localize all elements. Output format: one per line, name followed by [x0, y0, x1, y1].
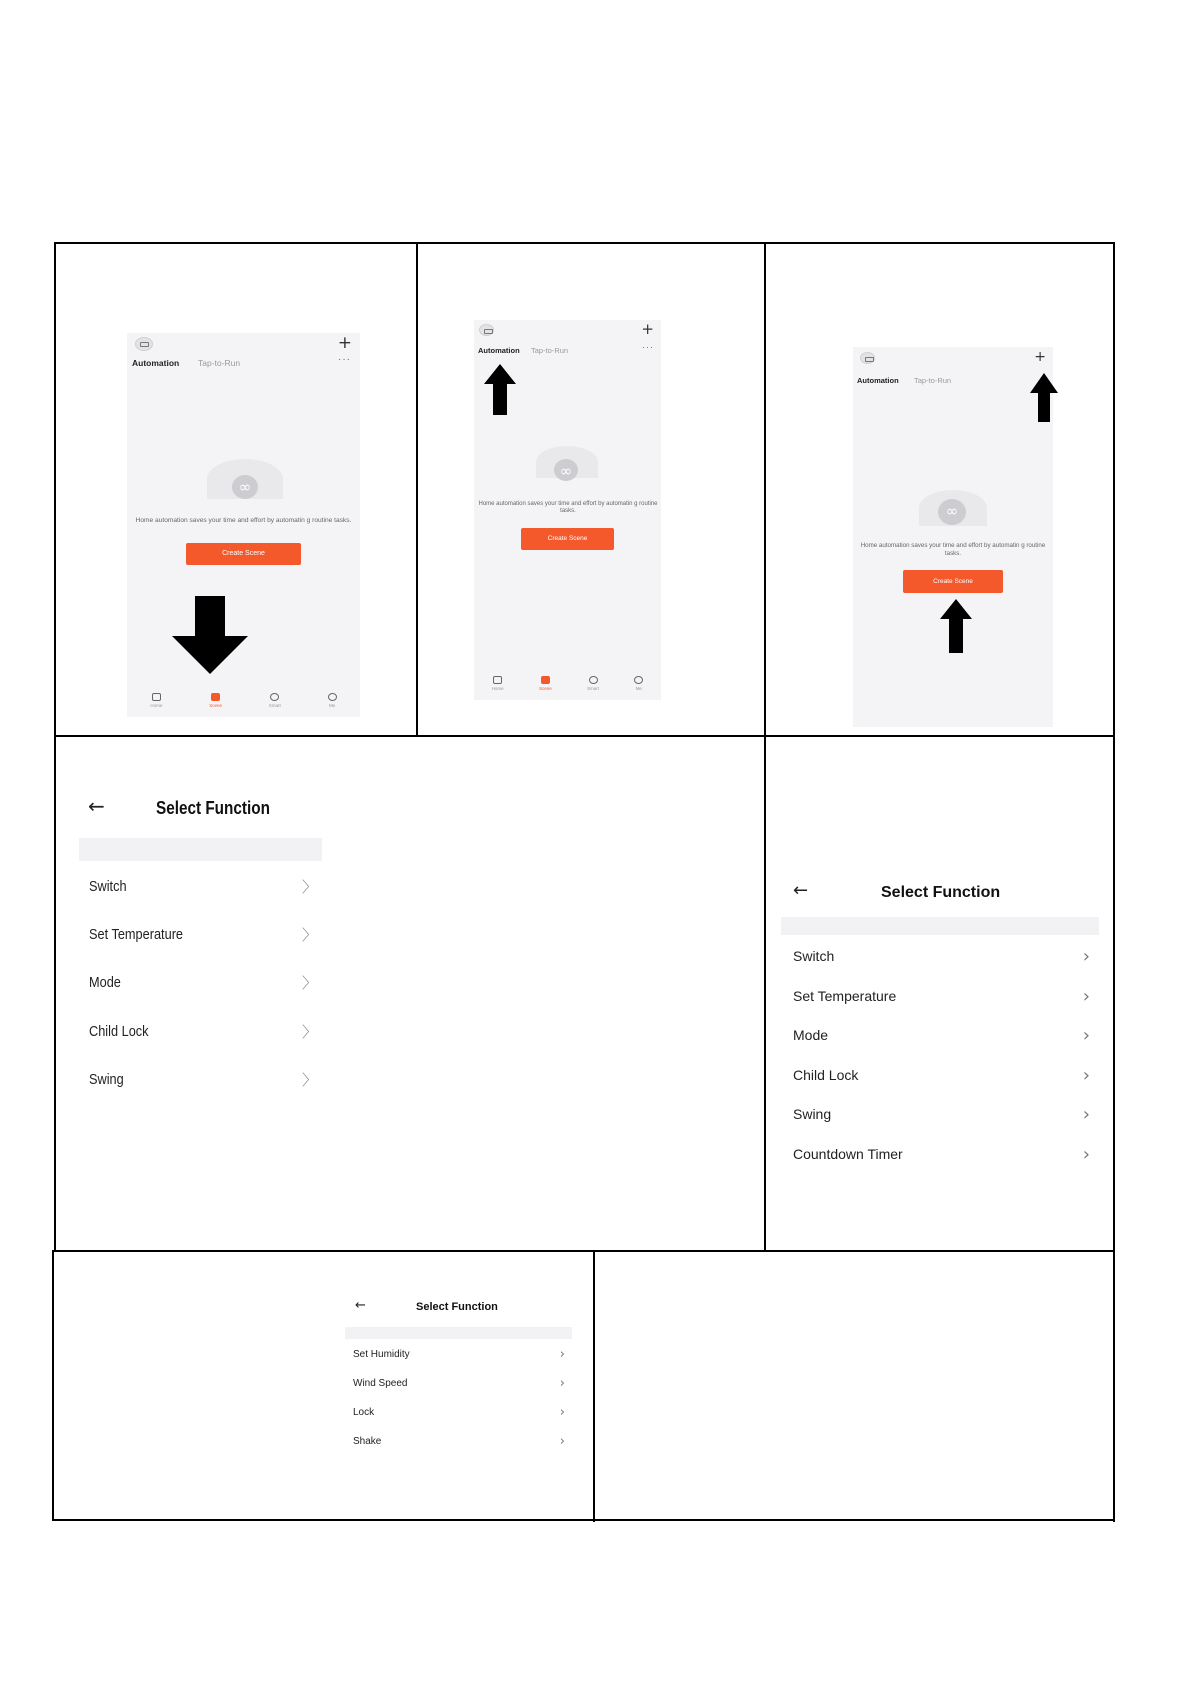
chevron-right-icon: 〉 — [301, 925, 317, 944]
chevron-right-icon: › — [1082, 985, 1090, 1007]
page-title: Select Function — [881, 884, 1001, 901]
chevron-right-icon: 〉 — [301, 877, 317, 896]
add-scene-plus-icon[interactable]: + — [641, 320, 654, 338]
smart-tab-icon — [589, 676, 598, 684]
bottom-tab-me[interactable] — [328, 693, 337, 717]
function-item-label: Shake — [353, 1435, 382, 1447]
page-title: Select Function — [156, 798, 270, 818]
divider-col-1 — [416, 242, 418, 736]
table-border-top — [54, 242, 1115, 244]
table-border-left-lower — [52, 1250, 54, 1521]
bottom-tab-smart[interactable] — [587, 676, 599, 700]
add-scene-plus-icon[interactable]: + — [1034, 349, 1046, 365]
home-badge-icon[interactable] — [860, 352, 875, 364]
function-item-set-humidity[interactable] — [353, 1347, 565, 1361]
function-item-swing[interactable] — [793, 1104, 1090, 1124]
tab-automation[interactable]: Automation — [132, 358, 180, 368]
section-divider-band — [79, 838, 322, 861]
function-item-label: Swing — [89, 1070, 124, 1088]
bottom-tab-home-label: Home — [150, 703, 163, 708]
chevron-right-icon: › — [1082, 1064, 1090, 1086]
bottom-tab-scene[interactable] — [539, 676, 552, 700]
chevron-right-icon: › — [1082, 1103, 1090, 1125]
function-item-lock[interactable] — [353, 1405, 565, 1419]
function-item-label: Countdown Timer — [793, 1146, 903, 1162]
chevron-right-icon: › — [559, 1433, 565, 1449]
tab-automation[interactable]: Automation — [857, 376, 899, 385]
tab-automation[interactable]: Automation — [478, 346, 520, 355]
function-item-label: Set Humidity — [353, 1348, 410, 1360]
function-item-label: Child Lock — [793, 1067, 859, 1083]
page-title: Select Function — [416, 1301, 498, 1313]
bottom-tab-scene-label: Scene — [538, 686, 552, 691]
home-tab-icon — [493, 676, 502, 684]
more-options-icon[interactable]: ··· — [338, 354, 351, 365]
bottom-tab-scene[interactable] — [209, 693, 222, 717]
function-item-set-temperature[interactable] — [89, 922, 317, 946]
divider-col-2 — [764, 242, 766, 1252]
smart-tab-icon — [270, 693, 279, 701]
function-item-swing[interactable] — [89, 1067, 317, 1091]
chevron-right-icon: 〉 — [301, 1022, 317, 1041]
function-item-child-lock[interactable] — [89, 1019, 317, 1043]
chevron-right-icon: 〉 — [301, 973, 317, 992]
function-item-shake[interactable] — [353, 1434, 565, 1448]
scene-tab-icon — [211, 693, 220, 701]
chevron-right-icon: 〉 — [301, 1070, 317, 1089]
bottom-tab-home[interactable] — [150, 693, 162, 717]
function-item-mode[interactable] — [793, 1025, 1090, 1045]
bottom-tab-bar — [127, 693, 360, 717]
bottom-tab-smart-label: Smart — [587, 686, 600, 691]
create-scene-button[interactable]: Create Scene — [521, 528, 614, 550]
function-item-child-lock[interactable] — [793, 1065, 1090, 1085]
home-badge-icon[interactable] — [135, 337, 153, 351]
up-arrow-icon — [483, 364, 517, 416]
function-item-label: Mode — [793, 1027, 829, 1043]
function-item-label: Set Temperature — [793, 988, 897, 1004]
divider-row-2 — [52, 1250, 1115, 1252]
bottom-tab-smart-label: Smart — [268, 703, 281, 708]
chevron-right-icon: › — [559, 1404, 565, 1420]
home-tab-icon — [152, 693, 161, 701]
empty-state-description: Home automation saves your time and effort by automatin g routine tasks. — [860, 542, 1046, 557]
function-item-label: Set Temperature — [89, 925, 184, 943]
chevron-right-icon: › — [1082, 1024, 1090, 1046]
create-scene-button[interactable]: Create Scene — [903, 570, 1003, 593]
bottom-tab-smart[interactable] — [269, 693, 281, 717]
bottom-tab-scene-label: Scene — [209, 703, 222, 708]
up-arrow-create-icon — [939, 599, 973, 654]
table-border-left-upper — [54, 242, 56, 1252]
tab-tap-to-run[interactable]: Tap-to-Run — [198, 358, 241, 368]
tab-tap-to-run[interactable]: Tap-to-Run — [914, 376, 952, 385]
chevron-right-icon: › — [559, 1375, 565, 1391]
back-arrow-icon[interactable]: ← — [88, 794, 105, 818]
more-options-icon[interactable]: ··· — [642, 342, 654, 352]
empty-state-description: Home automation saves your time and effort by automatin g routine tasks. — [478, 501, 658, 514]
home-badge-icon[interactable] — [479, 324, 494, 336]
function-item-switch[interactable] — [89, 874, 317, 898]
create-scene-button[interactable]: Create Scene — [186, 543, 301, 565]
bottom-tab-home[interactable] — [492, 676, 504, 700]
divider-col-3 — [593, 1250, 595, 1522]
bottom-tab-me-label: Me — [328, 703, 336, 708]
me-tab-icon — [328, 693, 337, 701]
function-item-label: Child Lock — [89, 1022, 149, 1040]
add-scene-plus-icon[interactable]: + — [337, 333, 352, 353]
down-arrow-icon — [170, 596, 250, 676]
automation-loop-icon — [232, 475, 258, 499]
bottom-tab-me-label: Me — [635, 686, 642, 691]
function-item-label: Swing — [793, 1106, 832, 1122]
function-item-countdown-timer[interactable] — [793, 1144, 1090, 1164]
divider-row-1 — [54, 735, 1115, 737]
section-divider-band — [345, 1327, 572, 1339]
back-arrow-icon[interactable]: ← — [793, 880, 809, 901]
bottom-tab-me[interactable] — [634, 676, 643, 700]
automation-loop-icon — [554, 459, 578, 481]
scene-tab-icon — [541, 676, 550, 684]
chevron-right-icon: › — [559, 1346, 565, 1362]
function-item-wind-speed[interactable] — [353, 1376, 565, 1390]
table-border-bottom — [52, 1519, 1115, 1521]
function-item-set-temperature[interactable] — [793, 986, 1090, 1006]
me-tab-icon — [634, 676, 643, 684]
function-item-label: Wind Speed — [353, 1377, 408, 1389]
function-item-switch[interactable] — [793, 946, 1090, 966]
function-item-label: Lock — [353, 1406, 375, 1418]
empty-state-description: Home automation saves your time and effort by automatin g routine tasks. — [135, 517, 352, 524]
function-item-mode[interactable] — [89, 970, 317, 994]
up-arrow-plus-icon — [1029, 373, 1059, 423]
automation-loop-icon — [938, 499, 966, 525]
section-divider-band — [781, 917, 1099, 935]
back-arrow-icon[interactable]: ← — [355, 1298, 366, 1313]
scene-screen-3 — [853, 347, 1053, 727]
function-item-label: Switch — [793, 948, 835, 964]
tab-tap-to-run[interactable]: Tap-to-Run — [531, 346, 569, 355]
bottom-tab-home-label: Home — [491, 686, 504, 691]
function-item-label: Mode — [89, 973, 121, 991]
table-border-right — [1113, 242, 1115, 1522]
chevron-right-icon: › — [1082, 1143, 1090, 1165]
function-item-label: Switch — [89, 877, 127, 895]
chevron-right-icon: › — [1082, 945, 1090, 967]
bottom-tab-bar — [474, 676, 661, 700]
